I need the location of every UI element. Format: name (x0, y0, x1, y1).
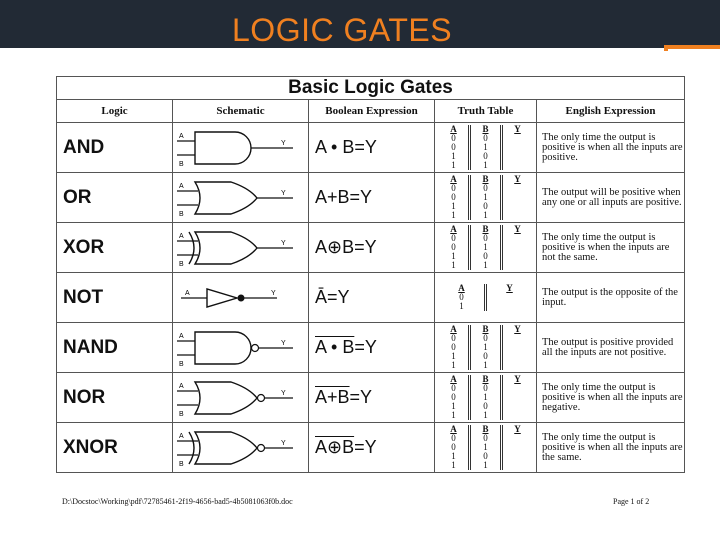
truth-value: 0 (483, 233, 488, 243)
truth-value: 1 (483, 392, 488, 402)
pin-y-label: Y (281, 189, 286, 197)
truth-value: 1 (451, 460, 456, 470)
pin-a-label: A (179, 382, 184, 390)
truth-value: 1 (451, 210, 456, 220)
document-title: Basic Logic Gates (57, 77, 685, 100)
truth-header: B (482, 424, 489, 434)
truth-column (439, 125, 471, 170)
english-expression: The only time the output is positive is when all the inputs are the same. (537, 423, 685, 473)
gate-row (57, 373, 685, 423)
pin-y-label: Y (281, 439, 286, 447)
expression-text: =Y (354, 337, 377, 357)
english-expression: The output is the opposite of the input. (537, 273, 685, 323)
truth-value: 0 (483, 201, 488, 211)
expression-overline: A+B (315, 387, 350, 407)
truth-table (435, 423, 537, 473)
expression-text: Ā=Y (315, 287, 350, 307)
truth-value: 1 (451, 201, 456, 211)
truth-column (487, 284, 532, 311)
xnor-gate-symbol-icon (173, 424, 305, 472)
truth-column (471, 375, 503, 420)
pin-a-label: A (179, 132, 184, 140)
truth-value: 1 (451, 351, 456, 361)
truth-value: 1 (483, 360, 488, 370)
truth-value: 1 (483, 442, 488, 452)
pin-y-label: Y (281, 139, 286, 147)
boolean-expression (309, 273, 435, 323)
pin-a-label: A (179, 332, 184, 340)
truth-value: 0 (483, 251, 488, 261)
truth-value: 1 (483, 342, 488, 352)
gate-row (57, 423, 685, 473)
truth-header: Y (514, 374, 521, 384)
or-gate-symbol-icon (173, 174, 305, 222)
gate-name: XOR (57, 223, 173, 273)
pin-b-label: B (179, 410, 184, 418)
accent-tick (664, 45, 668, 51)
truth-column (503, 125, 532, 170)
english-expression: The output will be positive when any one or all inputs are positive. (537, 173, 685, 223)
gate-row (57, 173, 685, 223)
truth-table (435, 173, 537, 223)
pin-b-label: B (179, 260, 184, 268)
truth-value: 0 (483, 401, 488, 411)
truth-value: 1 (451, 360, 456, 370)
gate-row (57, 323, 685, 373)
logic-gates-sheet (56, 76, 684, 468)
truth-value: 1 (483, 142, 488, 152)
truth-value (516, 211, 518, 220)
truth-value: 1 (483, 410, 488, 420)
english-expression: The output is positive provided all the inputs are not positive. (537, 323, 685, 373)
truth-value: 0 (483, 351, 488, 361)
truth-value: 1 (459, 301, 464, 311)
truth-header: A (450, 424, 457, 434)
gate-name: XNOR (57, 423, 173, 473)
logic-gates-table (56, 76, 685, 473)
truth-table (435, 273, 537, 323)
truth-value: 0 (451, 442, 456, 452)
gate-schematic (173, 173, 309, 223)
truth-value: 0 (451, 433, 456, 443)
boolean-expression (309, 223, 435, 273)
expression-overline: A • B (315, 337, 355, 357)
truth-value: 1 (451, 451, 456, 461)
truth-value: 0 (451, 383, 456, 393)
truth-value: 0 (451, 183, 456, 193)
truth-value (516, 411, 518, 420)
gate-name: OR (57, 173, 173, 223)
accent-line (664, 45, 720, 49)
truth-value: 0 (483, 333, 488, 343)
truth-header: B (482, 124, 489, 134)
truth-value: 1 (451, 251, 456, 261)
truth-header: Y (514, 174, 521, 184)
truth-value: 0 (483, 133, 488, 143)
truth-value: 1 (451, 410, 456, 420)
boolean-expression (309, 373, 435, 423)
header-boolean: Boolean Expression (309, 100, 435, 123)
truth-value: 1 (483, 460, 488, 470)
expression-overline: A⊕B (315, 437, 355, 457)
truth-value: 0 (451, 392, 456, 402)
truth-value (508, 302, 510, 311)
truth-column (439, 425, 471, 470)
truth-header: B (482, 374, 489, 384)
truth-header: A (450, 224, 457, 234)
truth-value: 1 (451, 401, 456, 411)
expression-text: =Y (349, 387, 373, 407)
truth-column (503, 375, 532, 420)
truth-header: B (482, 324, 489, 334)
truth-column (439, 375, 471, 420)
truth-value (516, 261, 518, 270)
header-schematic: Schematic (173, 100, 309, 123)
gate-name: NAND (57, 323, 173, 373)
truth-header: A (458, 283, 465, 293)
truth-value: 1 (483, 260, 488, 270)
truth-value: 0 (483, 383, 488, 393)
english-expression: The only time the output is positive is when the inputs are not the same. (537, 223, 685, 273)
pin-a-label: A (179, 182, 184, 190)
and-gate-symbol-icon (173, 124, 305, 172)
pin-y-label: Y (281, 239, 286, 247)
truth-value: 0 (483, 151, 488, 161)
truth-column (439, 325, 471, 370)
gate-row (57, 123, 685, 173)
boolean-expression (309, 123, 435, 173)
pin-a-label: A (179, 432, 184, 440)
truth-column (503, 175, 532, 220)
pin-a-label: A (185, 289, 190, 297)
pin-y-label: Y (281, 339, 286, 347)
english-expression: The only time the output is positive is when all the inputs are positive. (537, 123, 685, 173)
truth-column (471, 225, 503, 270)
gate-name: NOT (57, 273, 173, 323)
truth-header: A (450, 174, 457, 184)
truth-value: 1 (483, 192, 488, 202)
gate-schematic (173, 373, 309, 423)
pin-y-label: Y (281, 389, 286, 397)
truth-column (503, 225, 532, 270)
truth-table (435, 123, 537, 173)
truth-value (516, 161, 518, 170)
pin-b-label: B (179, 460, 184, 468)
truth-column (503, 325, 532, 370)
not-gate-symbol-icon (173, 274, 305, 322)
truth-value: 1 (451, 160, 456, 170)
truth-column (439, 175, 471, 220)
truth-column (471, 175, 503, 220)
truth-table (435, 223, 537, 273)
truth-column (503, 425, 532, 470)
gate-schematic (173, 223, 309, 273)
pin-b-label: B (179, 360, 184, 368)
footer-path: D:\Docstoc\Working\pdf\72785461-2f19-4656-bad5-4b5081063f0b.doc (62, 497, 293, 506)
header-english: English Expression (537, 100, 685, 123)
boolean-expression (309, 323, 435, 373)
gate-row (57, 273, 685, 323)
truth-header: B (482, 224, 489, 234)
expression-text: =Y (354, 437, 377, 457)
gate-name: NOR (57, 373, 173, 423)
pin-b-label: B (179, 160, 184, 168)
english-expression: The only time the output is positive is when all the inputs are negative. (537, 373, 685, 423)
gate-schematic (173, 123, 309, 173)
pin-a-label: A (179, 232, 184, 240)
truth-header: A (450, 124, 457, 134)
truth-column (471, 325, 503, 370)
truth-value (516, 461, 518, 470)
header-truth-table: Truth Table (435, 100, 537, 123)
truth-header: Y (514, 224, 521, 234)
truth-value: 1 (483, 210, 488, 220)
truth-value: 0 (451, 333, 456, 343)
truth-header: A (450, 324, 457, 334)
expression-text: A • B=Y (315, 137, 377, 157)
truth-value: 1 (451, 260, 456, 270)
truth-column (471, 125, 503, 170)
header-logic: Logic (57, 100, 173, 123)
truth-value: 0 (483, 183, 488, 193)
truth-value: 0 (451, 242, 456, 252)
truth-header: Y (514, 124, 521, 134)
gate-schematic (173, 273, 309, 323)
page-number: Page 1 of 2 (613, 497, 650, 506)
gate-row (57, 223, 685, 273)
truth-column (439, 225, 471, 270)
truth-value: 0 (459, 292, 464, 302)
nand-gate-symbol-icon (173, 324, 305, 372)
truth-value: 1 (451, 151, 456, 161)
truth-value: 0 (451, 142, 456, 152)
gate-schematic (173, 323, 309, 373)
gate-name: AND (57, 123, 173, 173)
truth-value: 1 (483, 242, 488, 252)
expression-text: A⊕B=Y (315, 237, 377, 257)
truth-value: 0 (451, 342, 456, 352)
truth-table (435, 373, 537, 423)
slide-title: LOGIC GATES (232, 12, 453, 48)
xor-gate-symbol-icon (173, 224, 305, 272)
truth-value: 0 (451, 133, 456, 143)
truth-value: 0 (483, 433, 488, 443)
pin-b-label: B (179, 210, 184, 218)
truth-value: 0 (451, 192, 456, 202)
boolean-expression (309, 423, 435, 473)
pin-y-label: Y (271, 289, 276, 297)
gate-schematic (173, 423, 309, 473)
truth-column (439, 284, 487, 311)
truth-header: Y (514, 324, 521, 334)
truth-value (516, 361, 518, 370)
nor-gate-symbol-icon (173, 374, 305, 422)
boolean-expression (309, 173, 435, 223)
truth-value: 0 (451, 233, 456, 243)
truth-header: Y (506, 283, 513, 293)
expression-text: A+B=Y (315, 187, 373, 207)
truth-table (435, 323, 537, 373)
truth-column (471, 425, 503, 470)
truth-value: 1 (483, 160, 488, 170)
truth-header: A (450, 374, 457, 384)
truth-value: 0 (483, 451, 488, 461)
truth-header: B (482, 174, 489, 184)
truth-header: Y (514, 424, 521, 434)
